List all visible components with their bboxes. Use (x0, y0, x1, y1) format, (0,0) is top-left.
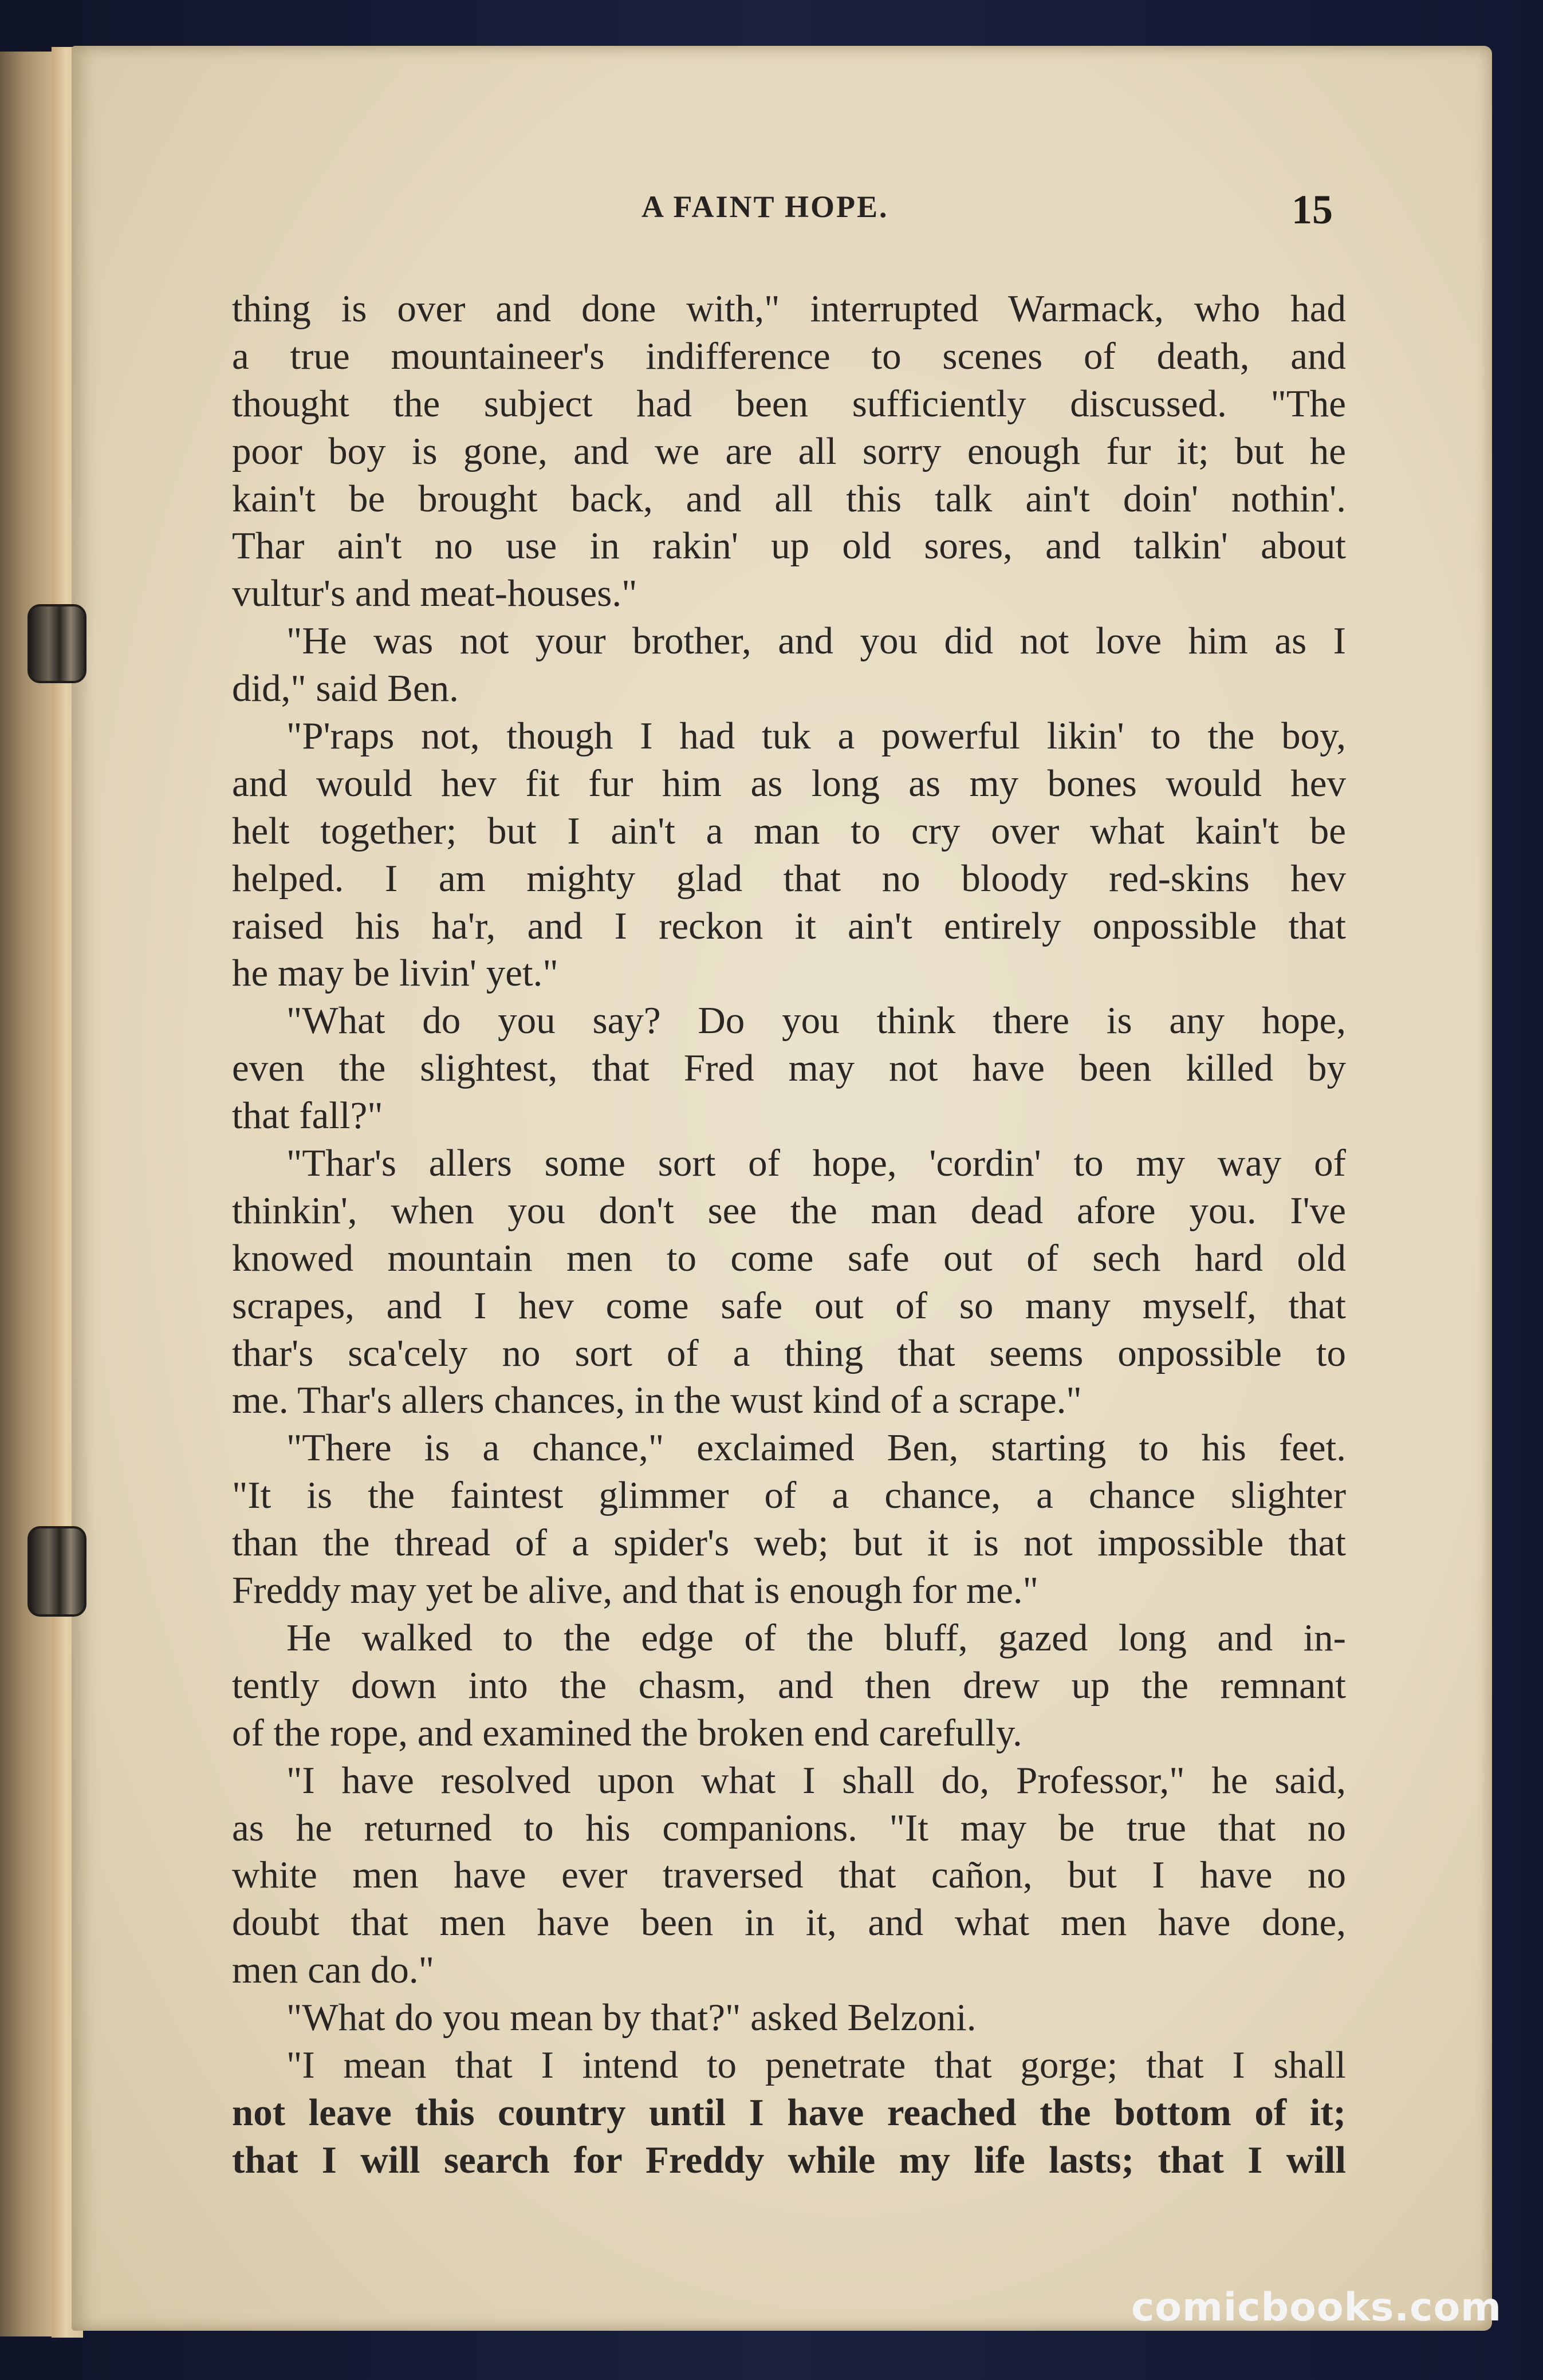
text-line: tently down into the chasm, and then drew up the remnant (232, 1664, 1346, 1707)
text-line: Thar ain't no use in rakin' up old sores, and talkin' about (232, 525, 1346, 568)
text-line: "I have resolved upon what I shall do, Professor," he said, (286, 1759, 1346, 1802)
text-line: "He was not your brother, and you did not love him as I (286, 620, 1346, 663)
text-line: thar's sca'cely no sort of a thing that seems onpossible to (232, 1331, 1346, 1374)
text-line: white men have ever traversed that cañon, but I have no (232, 1854, 1346, 1897)
text-line: men can do." (232, 1949, 434, 1992)
text-line: thought the subject had been sufficiently discussed. "The (232, 382, 1346, 425)
text-line: doubt that men have been in it, and what men have done, (232, 1901, 1346, 1944)
text-line: poor boy is gone, and we are all sorry enough fur it; but he (232, 429, 1346, 472)
text-line: not leave this country until I have reached the bottom of it; (232, 2091, 1346, 2134)
text-line: of the rope, and examined the broken end carefully. (232, 1711, 1022, 1754)
text-line: thing is over and done with," interrupted Warmack, who had (232, 287, 1346, 330)
watermark: comicbooks.com (1131, 2285, 1502, 2330)
text-line: "I mean that I intend to penetrate that gorge; that I shall (286, 2043, 1346, 2086)
text-line: and would hev fit fur him as long as my bones would hev (232, 762, 1346, 805)
text-line: me. Thar's allers chances, in the wust kind of a scrape." (232, 1379, 1082, 1422)
text-line: kain't be brought back, and all this talk ain't doin' nothin'. (232, 477, 1346, 520)
text-line: "P'raps not, though I had tuk a powerful likin' to the boy, (286, 715, 1346, 758)
text-line: "What do you mean by that?" asked Belzoni. (286, 1996, 977, 2039)
text-line: than the thread of a spider's web; but it is not impossible that (232, 1522, 1346, 1565)
text-line: did," said Ben. (232, 667, 459, 710)
text-line: that fall?" (232, 1094, 383, 1137)
text-line: Freddy may yet be alive, and that is enough for me." (232, 1569, 1038, 1612)
text-line: "What do you say? Do you think there is any hope, (286, 999, 1346, 1042)
text-line: knowed mountain men to come safe out of sech hard old (232, 1236, 1346, 1279)
text-line: vultur's and meat-houses." (232, 572, 637, 615)
page-body-text (232, 285, 1346, 2184)
page-number: 15 (1292, 187, 1333, 233)
text-line: scrapes, and I hev come safe out of so many myself, that (232, 1284, 1346, 1327)
text-line: he may be livin' yet." (232, 952, 558, 995)
text-line: raised his ha'r, and I reckon it ain't entirely onpossible that (232, 904, 1346, 947)
text-line: helt together; but I ain't a man to cry over what kain't be (232, 809, 1346, 852)
text-line: He walked to the edge of the bluff, gazed long and in- (286, 1616, 1346, 1659)
text-line: even the slightest, that Fred may not have been killed by (232, 1047, 1346, 1090)
text-line: "There is a chance," exclaimed Ben, starting to his feet. (286, 1427, 1346, 1469)
text-line: that I will search for Freddy while my life lasts; that I will (232, 2138, 1346, 2181)
text-line: a true mountaineer's indifference to scenes of death, and (232, 334, 1346, 377)
text-line: as he returned to his companions. "It may be true that no (232, 1806, 1346, 1849)
text-line: thinkin', when you don't see the man dead afore you. I've (232, 1189, 1346, 1232)
running-title: A FAINT HOPE. (641, 190, 889, 224)
text-line: helped. I am mighty glad that no bloody red-skins hev (232, 857, 1346, 900)
binding-staple-top (27, 604, 86, 683)
text-line: "It is the faintest glimmer of a chance, a chance slighter (232, 1474, 1346, 1517)
binding-staple-bottom (27, 1526, 86, 1617)
text-line: "Thar's allers some sort of hope, 'cordin' to my way of (286, 1142, 1346, 1185)
